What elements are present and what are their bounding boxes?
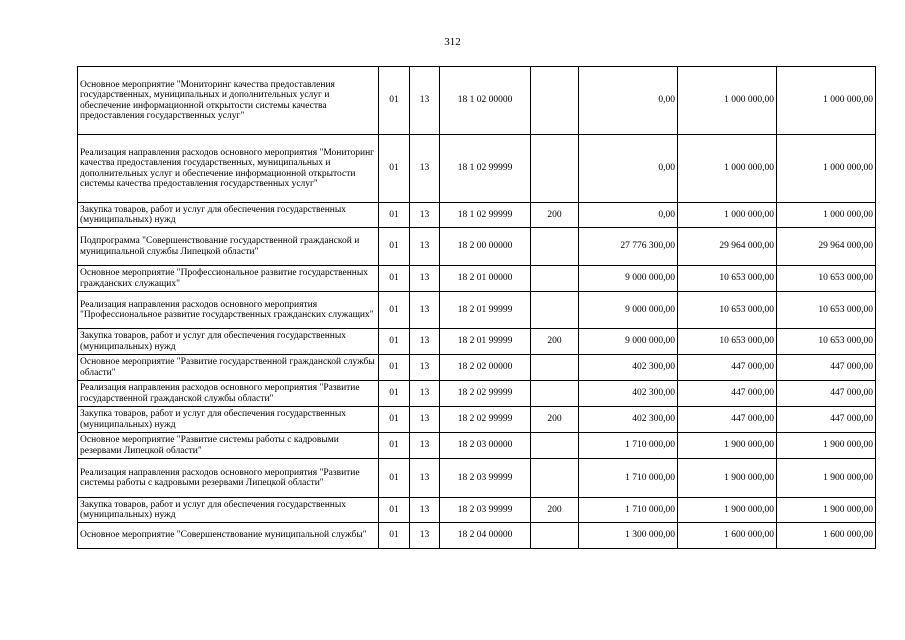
table-row [78, 228, 876, 266]
row-expense-type: 200 [531, 203, 579, 228]
row-expense-type [531, 433, 579, 459]
table-row [78, 266, 876, 292]
row-name: Закупка товаров, работ и услуг для обеспечения государственных (муниципальных) нужд [78, 329, 379, 355]
table-row [78, 135, 876, 203]
row-name: Реализация направления расходов основного мероприятия "Развитие государственной гражданской службы области" [78, 381, 379, 407]
row-razdel: 01 [379, 433, 410, 459]
row-amount-year-1: 402 300,00 [579, 355, 678, 381]
row-target-article: 18 2 02 99999 [440, 407, 531, 433]
row-name: Закупка товаров, работ и услуг для обеспечения государственных (муниципальных) нужд [78, 203, 379, 228]
row-amount-year-1: 0,00 [579, 135, 678, 203]
row-expense-type [531, 523, 579, 549]
row-amount-year-1: 1 710 000,00 [579, 498, 678, 523]
row-expense-type: 200 [531, 498, 579, 523]
row-target-article: 18 2 03 99999 [440, 459, 531, 498]
row-amount-year-3: 29 964 000,00 [777, 228, 876, 266]
row-amount-year-1: 0,00 [579, 203, 678, 228]
row-name: Реализация направления расходов основного мероприятия "Профессиональное развитие государственных гражданских служащих" [78, 292, 379, 329]
row-name: Закупка товаров, работ и услуг для обеспечения государственных (муниципальных) нужд [78, 498, 379, 523]
table-row [78, 329, 876, 355]
row-name: Реализация направления расходов основного мероприятия "Развитие системы работы с кадровыми резервами Липецкой области" [78, 459, 379, 498]
row-amount-year-2: 1 000 000,00 [678, 203, 777, 228]
row-name: Основное мероприятие "Мониторинг качества предоставления государственных, муниципальных и дополнительных услуг и обеспечение информационной открытости системы качества предоставления государственных услуг" [78, 67, 379, 135]
row-amount-year-1: 1 300 000,00 [579, 523, 678, 549]
row-razdel: 01 [379, 203, 410, 228]
row-amount-year-3: 1 000 000,00 [777, 67, 876, 135]
row-expense-type [531, 266, 579, 292]
row-podrazdel: 13 [410, 355, 440, 381]
table-row [78, 498, 876, 523]
row-name: Основное мероприятие "Совершенствование муниципальной службы" [78, 523, 379, 549]
row-target-article: 18 2 01 99999 [440, 329, 531, 355]
row-expense-type: 200 [531, 407, 579, 433]
row-podrazdel: 13 [410, 459, 440, 498]
row-amount-year-3: 447 000,00 [777, 407, 876, 433]
budget-table [77, 66, 876, 549]
table-row [78, 459, 876, 498]
row-name: Реализация направления расходов основного мероприятия "Мониторинг качества предоставления государственных, муниципальных и дополнительных услуг и обеспечение информационной открытости системы качества предоставления государственных услуг" [78, 135, 379, 203]
row-amount-year-3: 1 600 000,00 [777, 523, 876, 549]
row-amount-year-1: 9 000 000,00 [579, 266, 678, 292]
row-name: Основное мероприятие "Развитие системы работы с кадровыми резервами Липецкой области" [78, 433, 379, 459]
table-row [78, 407, 876, 433]
table-row [78, 355, 876, 381]
row-razdel: 01 [379, 67, 410, 135]
row-amount-year-2: 1 900 000,00 [678, 459, 777, 498]
row-amount-year-1: 1 710 000,00 [579, 459, 678, 498]
table-row [78, 67, 876, 135]
row-razdel: 01 [379, 355, 410, 381]
row-amount-year-3: 1 900 000,00 [777, 433, 876, 459]
row-razdel: 01 [379, 407, 410, 433]
row-podrazdel: 13 [410, 381, 440, 407]
row-amount-year-2: 447 000,00 [678, 407, 777, 433]
row-razdel: 01 [379, 381, 410, 407]
row-name: Подпрограмма "Совершенствование государственной гражданской и муниципальной службы Липецкой области" [78, 228, 379, 266]
row-amount-year-2: 447 000,00 [678, 355, 777, 381]
table-row [78, 292, 876, 329]
row-razdel: 01 [379, 228, 410, 266]
row-podrazdel: 13 [410, 203, 440, 228]
row-amount-year-2: 1 900 000,00 [678, 433, 777, 459]
row-podrazdel: 13 [410, 329, 440, 355]
row-podrazdel: 13 [410, 292, 440, 329]
row-amount-year-1: 1 710 000,00 [579, 433, 678, 459]
row-amount-year-1: 9 000 000,00 [579, 329, 678, 355]
row-target-article: 18 2 03 99999 [440, 498, 531, 523]
row-amount-year-3: 1 900 000,00 [777, 459, 876, 498]
row-name: Основное мероприятие "Развитие государственной гражданской службы области" [78, 355, 379, 381]
row-name: Закупка товаров, работ и услуг для обеспечения государственных (муниципальных) нужд [78, 407, 379, 433]
row-razdel: 01 [379, 329, 410, 355]
row-expense-type [531, 292, 579, 329]
row-name: Основное мероприятие "Профессиональное развитие государственных гражданских служащих" [78, 266, 379, 292]
row-amount-year-1: 0,00 [579, 67, 678, 135]
row-target-article: 18 2 04 00000 [440, 523, 531, 549]
row-target-article: 18 2 03 00000 [440, 433, 531, 459]
row-amount-year-3: 10 653 000,00 [777, 292, 876, 329]
row-amount-year-2: 1 000 000,00 [678, 135, 777, 203]
row-amount-year-3: 447 000,00 [777, 381, 876, 407]
row-amount-year-1: 402 300,00 [579, 407, 678, 433]
row-amount-year-3: 10 653 000,00 [777, 329, 876, 355]
row-amount-year-3: 10 653 000,00 [777, 266, 876, 292]
row-target-article: 18 2 02 99999 [440, 381, 531, 407]
row-target-article: 18 2 00 00000 [440, 228, 531, 266]
row-expense-type: 200 [531, 329, 579, 355]
row-amount-year-1: 27 776 300,00 [579, 228, 678, 266]
row-podrazdel: 13 [410, 407, 440, 433]
row-razdel: 01 [379, 498, 410, 523]
row-razdel: 01 [379, 135, 410, 203]
row-razdel: 01 [379, 266, 410, 292]
row-razdel: 01 [379, 523, 410, 549]
row-amount-year-2: 447 000,00 [678, 381, 777, 407]
row-target-article: 18 2 01 99999 [440, 292, 531, 329]
row-amount-year-2: 1 000 000,00 [678, 67, 777, 135]
row-amount-year-2: 1 900 000,00 [678, 498, 777, 523]
row-target-article: 18 1 02 99999 [440, 135, 531, 203]
row-expense-type [531, 228, 579, 266]
row-amount-year-2: 10 653 000,00 [678, 266, 777, 292]
table-row [78, 523, 876, 549]
table-row [78, 203, 876, 228]
row-amount-year-1: 9 000 000,00 [579, 292, 678, 329]
row-podrazdel: 13 [410, 498, 440, 523]
row-expense-type [531, 381, 579, 407]
row-amount-year-3: 1 900 000,00 [777, 498, 876, 523]
row-expense-type [531, 355, 579, 381]
row-target-article: 18 2 01 00000 [440, 266, 531, 292]
row-amount-year-2: 10 653 000,00 [678, 292, 777, 329]
row-razdel: 01 [379, 292, 410, 329]
row-target-article: 18 2 02 00000 [440, 355, 531, 381]
page-number: 312 [444, 36, 461, 48]
table-row [78, 433, 876, 459]
table-row [78, 381, 876, 407]
row-podrazdel: 13 [410, 135, 440, 203]
row-amount-year-3: 1 000 000,00 [777, 135, 876, 203]
row-amount-year-2: 10 653 000,00 [678, 329, 777, 355]
row-razdel: 01 [379, 459, 410, 498]
row-expense-type [531, 67, 579, 135]
row-podrazdel: 13 [410, 67, 440, 135]
row-podrazdel: 13 [410, 433, 440, 459]
row-expense-type [531, 459, 579, 498]
row-podrazdel: 13 [410, 523, 440, 549]
row-podrazdel: 13 [410, 228, 440, 266]
row-expense-type [531, 135, 579, 203]
row-amount-year-1: 402 300,00 [579, 381, 678, 407]
row-amount-year-2: 29 964 000,00 [678, 228, 777, 266]
row-amount-year-3: 1 000 000,00 [777, 203, 876, 228]
row-amount-year-2: 1 600 000,00 [678, 523, 777, 549]
row-amount-year-3: 447 000,00 [777, 355, 876, 381]
row-podrazdel: 13 [410, 266, 440, 292]
row-target-article: 18 1 02 99999 [440, 203, 531, 228]
row-target-article: 18 1 02 00000 [440, 67, 531, 135]
